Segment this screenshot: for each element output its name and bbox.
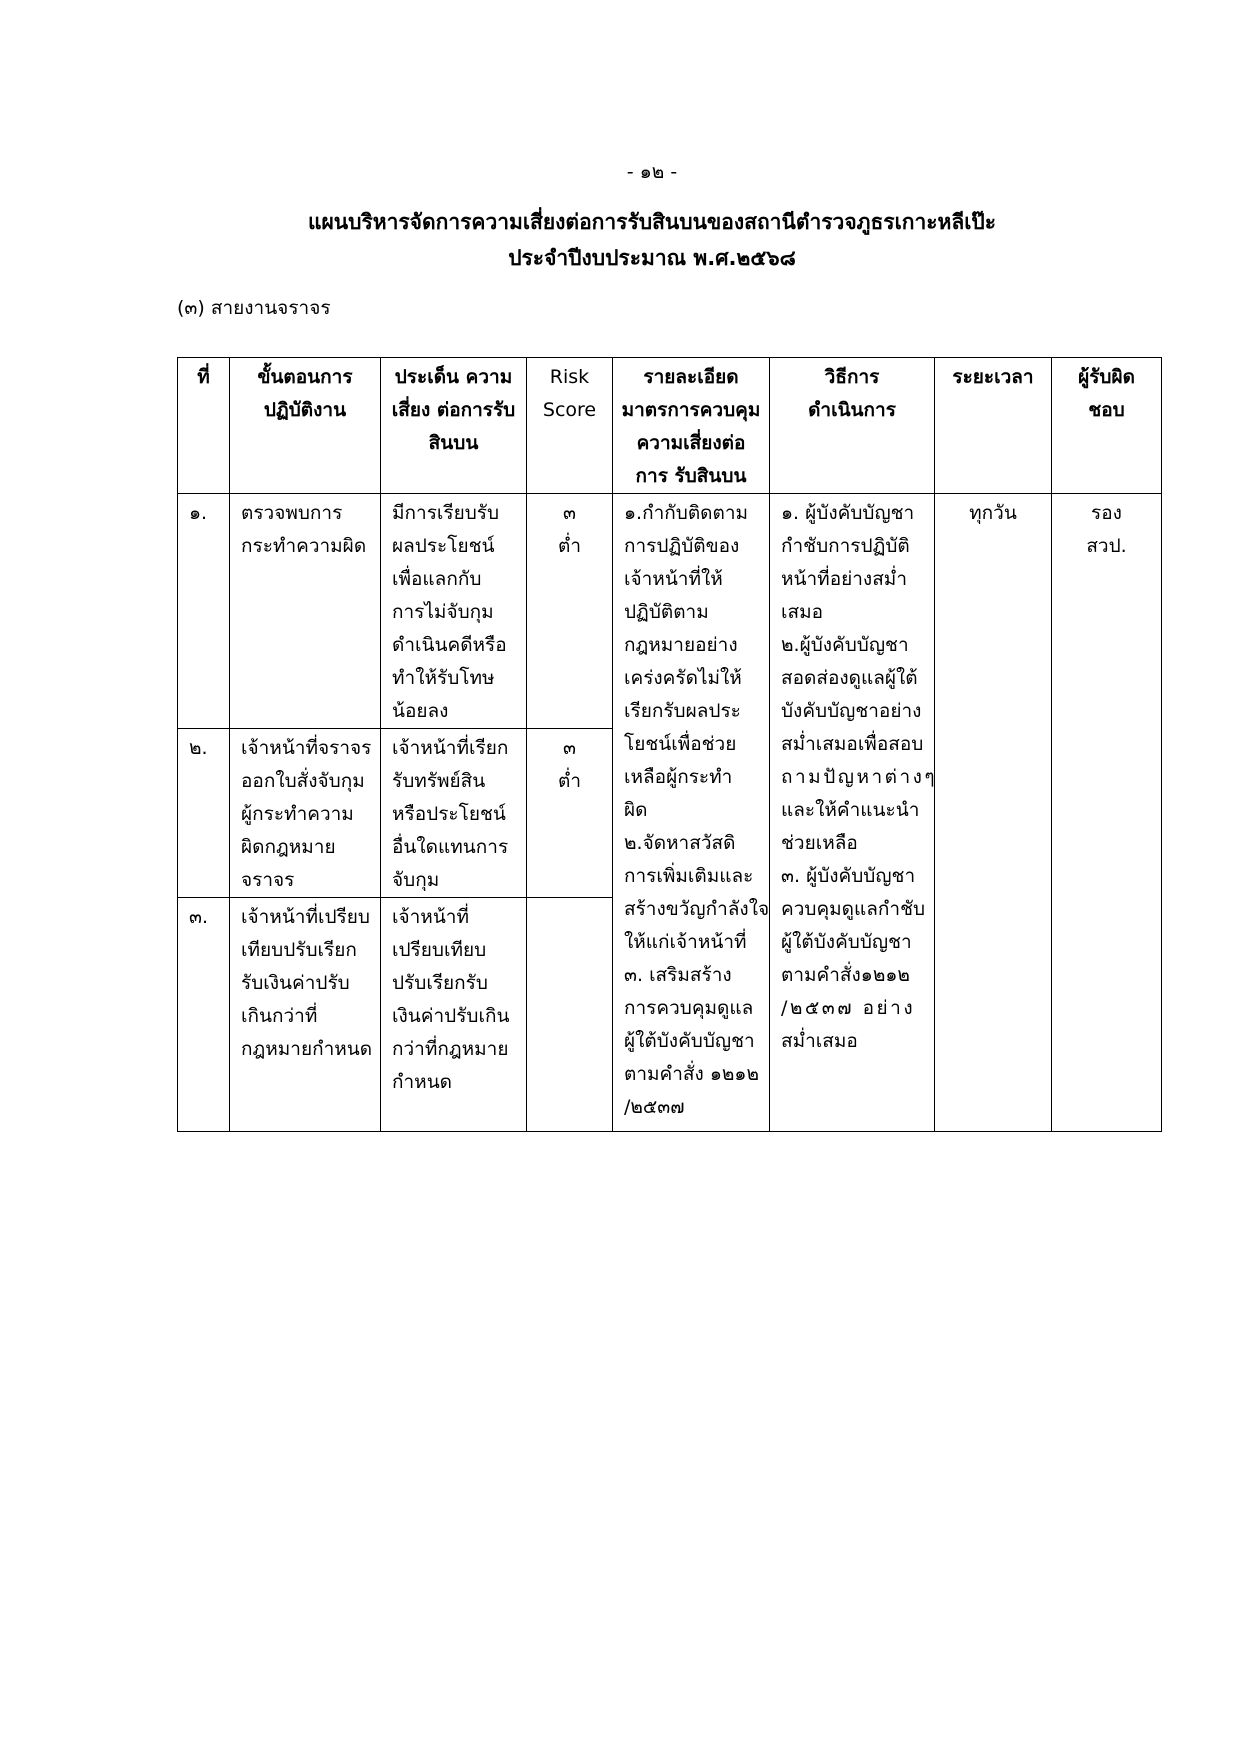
- method-line: /๒๕๓๗ อย่าง: [781, 997, 916, 1019]
- row-risk-issue: [381, 729, 527, 898]
- header-line: ความเสี่ยงต่อ: [636, 432, 746, 454]
- row-step: [230, 729, 381, 898]
- risk-issue-line: ดำเนินคดีหรือ: [392, 634, 507, 656]
- row-no: [178, 898, 230, 1132]
- header-duration: [935, 358, 1052, 494]
- risk-issue-line: กำหนด: [392, 1071, 453, 1093]
- control-measure-line: การเพิ่มเติมและ: [624, 865, 754, 887]
- risk-issue-line: มีการเรียบรับ: [392, 502, 500, 524]
- risk-issue-line: เพื่อแลกกับ: [392, 568, 482, 590]
- method-line: ๒.ผู้บังคับบัญชา: [781, 634, 909, 656]
- responsible-line: สวป.: [1086, 535, 1127, 557]
- row-risk-issue: [381, 494, 527, 729]
- control-measure-line: ตามคำสั่ง ๑๒๑๒: [624, 1063, 759, 1085]
- duration-text: ทุกวัน: [969, 502, 1017, 524]
- row-risk-score: [527, 729, 613, 898]
- risk-issue-line: เจ้าหน้าที่: [392, 906, 470, 928]
- step-line: จราจร: [241, 869, 295, 891]
- row-no-text: ๑.: [189, 502, 208, 524]
- table-header-row: [178, 358, 1162, 494]
- row-risk-score: [527, 494, 613, 729]
- header-line: การ รับสินบน: [635, 465, 747, 487]
- responsible-cell: [1052, 494, 1162, 1132]
- risk-issue-line: ปรับเรียกรับ: [392, 972, 488, 994]
- risk-score-value: ๓: [563, 502, 576, 524]
- control-measure-line: /๒๕๓๗: [624, 1096, 685, 1118]
- risk-issue-line: เปรียบเทียบ: [392, 939, 487, 961]
- control-measure-line: ปฏิบัติตาม: [624, 601, 709, 623]
- method-line: ผู้ใต้บังคับบัญชา: [781, 931, 912, 953]
- risk-issue-line: การไม่จับกุม: [392, 601, 494, 623]
- method-line: บังคับบัญชาอย่าง: [781, 700, 922, 722]
- header-line: สินบน: [428, 432, 479, 454]
- step-line: กฎหมายกำหนด: [241, 1038, 373, 1060]
- method-line: ๑. ผู้บังคับบัญชา: [781, 502, 915, 524]
- control-measure-line: การควบคุมดูแล: [624, 997, 754, 1019]
- risk-issue-line: เงินค่าปรับเกิน: [392, 1005, 510, 1027]
- risk-issue-line: กว่าที่กฎหมาย: [392, 1038, 509, 1060]
- header-line: ดำเนินการ: [808, 399, 896, 421]
- header-line: ปฏิบัติงาน: [263, 399, 347, 421]
- row-step: [230, 494, 381, 729]
- row-risk-score-empty: [527, 898, 613, 1132]
- header-line: วิธีการ: [824, 366, 880, 388]
- row-no: [178, 494, 230, 729]
- row-no-text: ๒.: [189, 737, 208, 759]
- control-measures-cell: [613, 494, 770, 1132]
- header-line: มาตรการควบคุม: [621, 399, 761, 421]
- control-measure-line: ๒.จัดหาสวัสดิ: [624, 832, 736, 854]
- control-measure-line: โยชน์เพื่อช่วย: [624, 733, 737, 755]
- header-control-measures: [613, 358, 770, 494]
- method-line: สม่ำเสมอ: [781, 1030, 858, 1052]
- methods-cell: [770, 494, 938, 1132]
- risk-score-level: ต่ำ: [557, 770, 581, 792]
- header-line: Risk: [549, 366, 590, 388]
- method-line: ๓. ผู้บังคับบัญชา: [781, 865, 916, 887]
- step-line: ตรวจพบการ: [241, 502, 343, 524]
- header-line: เสี่ยง ต่อการรับ: [391, 399, 516, 421]
- method-line: หน้าที่อย่างสม่ำ: [781, 568, 907, 590]
- header-line: ขั้นตอนการ: [257, 366, 353, 388]
- method-line: กำชับการปฏิบัติ: [781, 535, 910, 557]
- risk-issue-line: จับกุม: [392, 869, 440, 891]
- step-line: ผู้กระทำความ: [241, 803, 354, 825]
- control-measure-line: ผู้ใต้บังคับบัญชา: [624, 1030, 755, 1052]
- step-line: เจ้าหน้าที่เปรียบ: [241, 906, 370, 928]
- header-line: ที่: [197, 366, 210, 388]
- title-line-1: แผนบริหารจัดการความเสี่ยงต่อการรับสินบนของสถานีตำรวจภูธรเกาะหลีเป๊ะ: [307, 210, 997, 234]
- header-line: ผู้รับผิด: [1078, 366, 1135, 388]
- risk-issue-line: เจ้าหน้าที่เรียก: [392, 737, 509, 759]
- risk-score-value: ๓: [563, 737, 576, 759]
- method-line: ตามคำสั่ง๑๒๑๒: [781, 964, 910, 986]
- header-responsible: [1052, 358, 1162, 494]
- method-line: ควบคุมดูแลกำชับ: [781, 898, 926, 920]
- header-step: [230, 358, 381, 494]
- control-measure-line: ๓. เสริมสร้าง: [624, 964, 732, 986]
- header-risk-issue: [381, 358, 527, 494]
- row-no: [178, 729, 230, 898]
- step-line: เทียบปรับเรียก: [241, 939, 357, 961]
- control-measure-line: เหลือผู้กระทำ: [624, 766, 733, 788]
- control-measure-line: ให้แก่เจ้าหน้าที่: [624, 931, 747, 953]
- header-line: ระยะเวลา: [952, 366, 1034, 388]
- control-measure-line: สร้างขวัญกำลังใจ: [624, 898, 770, 920]
- risk-management-table: [177, 357, 1162, 1132]
- step-line: ผิดกฎหมาย: [241, 836, 336, 858]
- method-line: ถามปัญหาต่างๆ: [781, 766, 938, 788]
- step-line: เจ้าหน้าที่จราจร: [241, 737, 372, 759]
- risk-issue-line: น้อยลง: [392, 700, 449, 722]
- risk-score-level: ต่ำ: [557, 535, 581, 557]
- header-risk-score: [527, 358, 613, 494]
- control-measure-line: เจ้าหน้าที่ให้: [624, 568, 723, 590]
- step-line: รับเงินค่าปรับ: [241, 972, 350, 994]
- method-line: และให้คำแนะนำ: [781, 799, 920, 821]
- control-measure-line: ๑.กำกับติดตาม: [624, 502, 749, 524]
- header-line: ประเด็น ความ: [394, 366, 513, 388]
- row-risk-issue: [381, 898, 527, 1132]
- method-line: ช่วยเหลือ: [781, 832, 858, 854]
- page-number: - ๑๒ -: [626, 161, 678, 183]
- row-no-text: ๓.: [189, 906, 209, 928]
- method-line: สม่ำเสมอเพื่อสอบ: [781, 733, 924, 755]
- control-measure-line: การปฏิบัติของ: [624, 535, 740, 557]
- control-measure-line: ผิด: [624, 799, 648, 821]
- responsible-line: รอง: [1091, 502, 1122, 524]
- risk-issue-line: หรือประโยชน์: [392, 803, 506, 825]
- risk-issue-line: ทำให้รับโทษ: [392, 667, 495, 689]
- duration-cell: [935, 494, 1052, 1132]
- step-line: เกินกว่าที่: [241, 1005, 318, 1027]
- method-line: สอดส่องดูแลผู้ใต้: [781, 667, 918, 689]
- header-line: รายละเอียด: [643, 366, 739, 388]
- control-measure-line: เรียกรับผลประ: [624, 700, 741, 722]
- header-line: Score: [542, 399, 597, 421]
- header-method: [770, 358, 935, 494]
- step-line: ออกใบสั่งจับกุม: [241, 770, 365, 792]
- title-line-2: ประจำปีงบประมาณ พ.ศ.๒๕๖๘: [508, 246, 796, 270]
- risk-issue-line: อื่นใดแทนการ: [392, 836, 509, 858]
- step-line: กระทำความผิด: [241, 535, 367, 557]
- control-measure-line: เคร่งครัดไม่ให้: [624, 667, 742, 689]
- header-line: ชอบ: [1088, 399, 1125, 421]
- header-no: [178, 358, 230, 494]
- risk-issue-line: รับทรัพย์สิน: [392, 770, 486, 792]
- method-line: เสมอ: [781, 601, 824, 623]
- risk-issue-line: ผลประโยชน์: [392, 535, 495, 557]
- section-label: (๓) สายงานจราจร: [177, 297, 331, 319]
- table-row: [178, 494, 1162, 729]
- control-measure-line: กฎหมายอย่าง: [624, 634, 738, 656]
- row-step: [230, 898, 381, 1132]
